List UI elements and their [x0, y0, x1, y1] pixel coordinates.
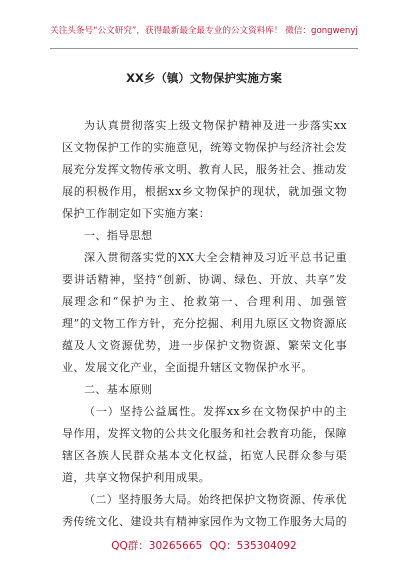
principle-paragraph-1: （一）坚持公益属性。发挥xx乡在文物保护中的主导作用，发挥文物的公共文化服务和社会教育功能，保障辖区各族人民群众基本文化权益，拓宽人民群众参与渠道，共享文物保护利用成果。	[62, 405, 347, 484]
principle-paragraph-2: （二）坚持服务大局。始终把保护文物资源、传承优秀传统文化、建设共有精神家园作为文物工作服务大局的	[62, 493, 347, 528]
intro-paragraph: 为认真贯彻落实上级文物保护精神及进一步落实xx区文物保护工作的实施意见，统筹文物保护与经济社会发展充分发挥文物传承文明、教育人民，服务社会、推动发展的积极作用，根据xx乡文物保护的现状，就加强文物保护工作制定如下实施方案：	[62, 119, 347, 220]
footer-contact	[0, 538, 408, 553]
guiding-ideology-paragraph: 深入贯彻落实党的XX大全会精神及习近平总书记重要讲话精神，坚持“创新、协调、绿色、开放、共享”发展理念和“保护为主、抢救第一、合理利用、加强管理”的文物工作方针，充分挖掘、利用九原区文物资源底蕴及人文资源优势，进一步保护文物资源、繁荣文化事业、发展文化产业，全面提升辖区文物保护水平。	[62, 251, 347, 374]
document-body	[62, 115, 347, 533]
qq-group-label: QQ群：30265665	[111, 540, 203, 552]
qq-label: QQ：535304092	[209, 540, 297, 552]
section-heading-guiding-ideology: 一、指导思想	[84, 229, 153, 242]
header-divider	[50, 48, 358, 49]
document-title: XX乡（镇）文物保护实施方案	[126, 71, 282, 85]
header-note: 关注头条号“公文研究”，获得最新最全最专业的公文资料库！ 微信：gongwenyj	[50, 26, 358, 36]
section-heading-basic-principles: 二、基本原则	[84, 383, 153, 396]
